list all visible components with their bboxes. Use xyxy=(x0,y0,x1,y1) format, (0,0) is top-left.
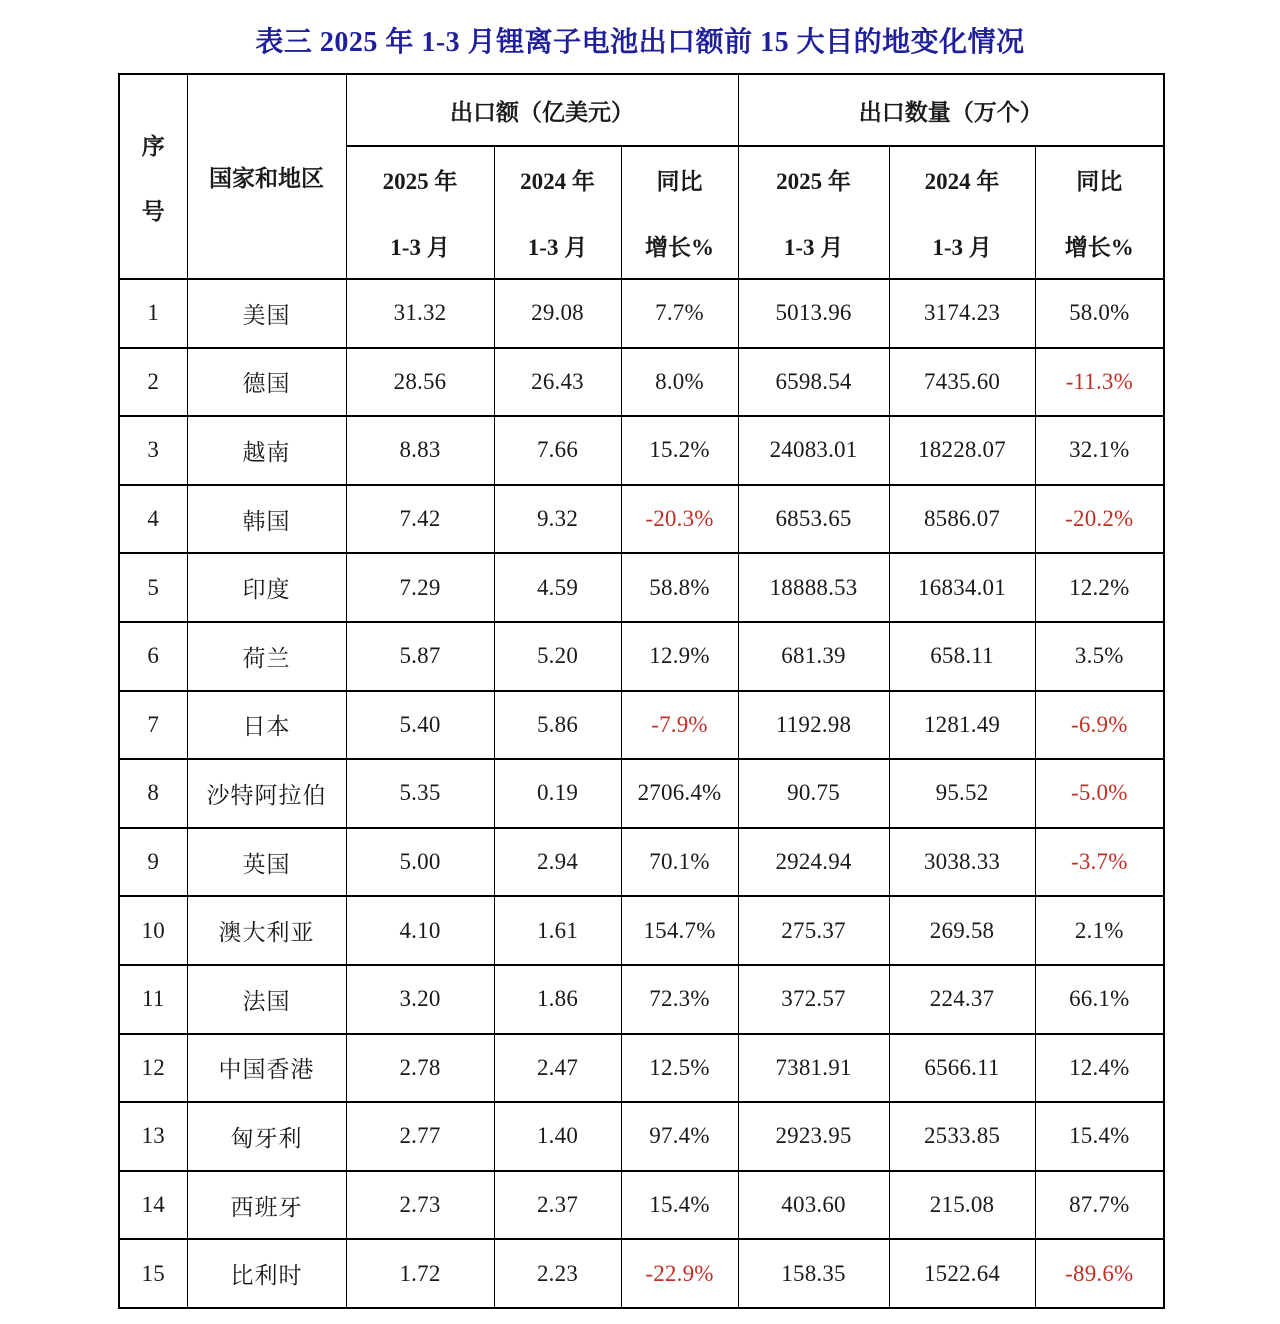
cell-seq: 8 xyxy=(119,759,187,828)
cell-seq: 2 xyxy=(119,348,187,417)
cell-qty-yoy: -6.9% xyxy=(1035,691,1164,760)
cell-value-2025: 5.00 xyxy=(346,828,494,897)
cell-seq: 10 xyxy=(119,896,187,965)
cell-qty-2025: 7381.91 xyxy=(738,1034,889,1103)
cell-qty-2024: 18228.07 xyxy=(889,416,1035,485)
header-value-yoy-line2: 增长% xyxy=(645,234,715,260)
cell-seq: 14 xyxy=(119,1171,187,1240)
cell-qty-yoy: -89.6% xyxy=(1035,1239,1164,1308)
header-value-2024 xyxy=(494,146,621,279)
cell-value-2025: 2.78 xyxy=(346,1034,494,1103)
cell-country: 越南 xyxy=(187,416,346,485)
table-row xyxy=(119,348,1164,417)
cell-seq: 15 xyxy=(119,1239,187,1308)
cell-country: 美国 xyxy=(187,279,346,348)
cell-qty-2024: 658.11 xyxy=(889,622,1035,691)
cell-seq: 3 xyxy=(119,416,187,485)
header-qty-yoy-line1: 同比 xyxy=(1076,169,1123,195)
cell-qty-2024: 224.37 xyxy=(889,965,1035,1034)
cell-value-2024: 2.94 xyxy=(494,828,621,897)
cell-qty-yoy: 12.2% xyxy=(1035,553,1164,622)
header-value-yoy xyxy=(621,146,738,279)
header-seq xyxy=(119,74,187,279)
table-body xyxy=(119,279,1164,1308)
cell-qty-2025: 6598.54 xyxy=(738,348,889,417)
cell-value-yoy: 2706.4% xyxy=(621,759,738,828)
cell-qty-2024: 215.08 xyxy=(889,1171,1035,1240)
cell-value-2025: 28.56 xyxy=(346,348,494,417)
cell-value-2024: 2.37 xyxy=(494,1171,621,1240)
cell-qty-2025: 158.35 xyxy=(738,1239,889,1308)
cell-value-2025: 7.29 xyxy=(346,553,494,622)
header-qty-2024 xyxy=(889,146,1035,279)
header-qty-2024-months: 1-3 月 xyxy=(932,234,992,260)
header-group-export-value: 出口额（亿美元） xyxy=(346,74,738,146)
cell-value-yoy: 8.0% xyxy=(621,348,738,417)
cell-value-2024: 1.40 xyxy=(494,1102,621,1171)
cell-value-yoy: 7.7% xyxy=(621,279,738,348)
header-qty-2025-months: 1-3 月 xyxy=(783,234,844,260)
header-qty-2025-year: 2025 年 xyxy=(776,169,851,195)
header-qty-2024-year: 2024 年 xyxy=(924,169,1000,195)
table-row xyxy=(119,279,1164,348)
cell-qty-yoy: -5.0% xyxy=(1035,759,1164,828)
header-value-2024-year: 2024 年 xyxy=(520,169,595,195)
cell-qty-yoy: 32.1% xyxy=(1035,416,1164,485)
cell-qty-yoy: 87.7% xyxy=(1035,1171,1164,1240)
cell-qty-2024: 7435.60 xyxy=(889,348,1035,417)
cell-qty-2025: 372.57 xyxy=(738,965,889,1034)
cell-qty-2024: 3038.33 xyxy=(889,828,1035,897)
cell-country: 英国 xyxy=(187,828,346,897)
header-value-2024-months: 1-3 月 xyxy=(527,234,588,260)
cell-seq: 1 xyxy=(119,279,187,348)
cell-qty-2024: 3174.23 xyxy=(889,279,1035,348)
header-qty-2025 xyxy=(738,146,889,279)
cell-qty-2025: 403.60 xyxy=(738,1171,889,1240)
table-row xyxy=(119,485,1164,554)
cell-value-2025: 5.35 xyxy=(346,759,494,828)
cell-value-yoy: 72.3% xyxy=(621,965,738,1034)
cell-qty-yoy: -20.2% xyxy=(1035,485,1164,554)
cell-country: 西班牙 xyxy=(187,1171,346,1240)
cell-qty-yoy: -3.7% xyxy=(1035,828,1164,897)
cell-value-2024: 2.23 xyxy=(494,1239,621,1308)
cell-country: 德国 xyxy=(187,348,346,417)
header-value-2025-year: 2025 年 xyxy=(382,169,458,195)
table-row xyxy=(119,691,1164,760)
cell-value-2024: 5.86 xyxy=(494,691,621,760)
header-seq-line1: 序 xyxy=(141,133,165,159)
cell-value-2025: 5.40 xyxy=(346,691,494,760)
cell-value-2025: 31.32 xyxy=(346,279,494,348)
cell-value-2024: 26.43 xyxy=(494,348,621,417)
header-qty-yoy xyxy=(1035,146,1164,279)
cell-value-2024: 9.32 xyxy=(494,485,621,554)
cell-value-2025: 2.77 xyxy=(346,1102,494,1171)
table-row xyxy=(119,965,1164,1034)
table-row xyxy=(119,1239,1164,1308)
table-row xyxy=(119,416,1164,485)
header-group-row xyxy=(119,74,1164,146)
cell-country: 印度 xyxy=(187,553,346,622)
cell-qty-2024: 95.52 xyxy=(889,759,1035,828)
cell-seq: 7 xyxy=(119,691,187,760)
cell-value-2025: 1.72 xyxy=(346,1239,494,1308)
cell-value-2025: 2.73 xyxy=(346,1171,494,1240)
cell-value-yoy: 12.9% xyxy=(621,622,738,691)
cell-qty-yoy: -11.3% xyxy=(1035,348,1164,417)
cell-value-2024: 5.20 xyxy=(494,622,621,691)
table-header xyxy=(119,74,1164,279)
cell-country: 匈牙利 xyxy=(187,1102,346,1171)
cell-qty-2024: 2533.85 xyxy=(889,1102,1035,1171)
cell-country: 荷兰 xyxy=(187,622,346,691)
table-row xyxy=(119,1171,1164,1240)
cell-qty-2025: 2924.94 xyxy=(738,828,889,897)
header-seq-line2: 号 xyxy=(141,198,165,224)
cell-qty-2024: 1281.49 xyxy=(889,691,1035,760)
cell-value-2024: 1.86 xyxy=(494,965,621,1034)
cell-value-2025: 8.83 xyxy=(346,416,494,485)
header-value-yoy-line1: 同比 xyxy=(656,169,703,195)
cell-qty-yoy: 15.4% xyxy=(1035,1102,1164,1171)
cell-qty-2024: 8586.07 xyxy=(889,485,1035,554)
cell-qty-2025: 2923.95 xyxy=(738,1102,889,1171)
cell-seq: 13 xyxy=(119,1102,187,1171)
export-destinations-table xyxy=(118,73,1165,1309)
cell-value-yoy: 15.4% xyxy=(621,1171,738,1240)
cell-value-yoy: 58.8% xyxy=(621,553,738,622)
cell-country: 中国香港 xyxy=(187,1034,346,1103)
table-row xyxy=(119,622,1164,691)
cell-seq: 11 xyxy=(119,965,187,1034)
cell-qty-yoy: 2.1% xyxy=(1035,896,1164,965)
table-row xyxy=(119,828,1164,897)
cell-value-2024: 2.47 xyxy=(494,1034,621,1103)
cell-qty-2025: 18888.53 xyxy=(738,553,889,622)
cell-qty-yoy: 3.5% xyxy=(1035,622,1164,691)
cell-qty-2025: 24083.01 xyxy=(738,416,889,485)
table-row xyxy=(119,1034,1164,1103)
header-qty-yoy-line2: 增长% xyxy=(1064,234,1134,260)
cell-seq: 6 xyxy=(119,622,187,691)
cell-qty-2025: 1192.98 xyxy=(738,691,889,760)
cell-value-yoy: 154.7% xyxy=(621,896,738,965)
cell-value-2025: 5.87 xyxy=(346,622,494,691)
cell-seq: 4 xyxy=(119,485,187,554)
cell-value-2024: 7.66 xyxy=(494,416,621,485)
cell-value-yoy: -7.9% xyxy=(621,691,738,760)
cell-country: 沙特阿拉伯 xyxy=(187,759,346,828)
cell-value-yoy: 97.4% xyxy=(621,1102,738,1171)
cell-qty-2025: 90.75 xyxy=(738,759,889,828)
header-value-2025-months: 1-3 月 xyxy=(390,234,450,260)
cell-country: 比利时 xyxy=(187,1239,346,1308)
cell-qty-2025: 5013.96 xyxy=(738,279,889,348)
cell-qty-2025: 6853.65 xyxy=(738,485,889,554)
table-row xyxy=(119,896,1164,965)
cell-country: 法国 xyxy=(187,965,346,1034)
cell-qty-2025: 275.37 xyxy=(738,896,889,965)
cell-qty-2024: 1522.64 xyxy=(889,1239,1035,1308)
cell-country: 澳大利亚 xyxy=(187,896,346,965)
cell-value-2024: 4.59 xyxy=(494,553,621,622)
table-row xyxy=(119,759,1164,828)
header-value-2025 xyxy=(346,146,494,279)
cell-value-2025: 4.10 xyxy=(346,896,494,965)
cell-value-2024: 0.19 xyxy=(494,759,621,828)
cell-qty-yoy: 66.1% xyxy=(1035,965,1164,1034)
cell-value-2025: 3.20 xyxy=(346,965,494,1034)
cell-qty-2024: 6566.11 xyxy=(889,1034,1035,1103)
cell-qty-2024: 16834.01 xyxy=(889,553,1035,622)
table-row xyxy=(119,553,1164,622)
table-title: 表三 2025 年 1-3 月锂离子电池出口额前 15 大目的地变化情况 xyxy=(255,27,1025,58)
table-row xyxy=(119,1102,1164,1171)
cell-qty-yoy: 12.4% xyxy=(1035,1034,1164,1103)
cell-seq: 9 xyxy=(119,828,187,897)
cell-seq: 12 xyxy=(119,1034,187,1103)
header-country: 国家和地区 xyxy=(187,74,346,279)
cell-country: 韩国 xyxy=(187,485,346,554)
cell-qty-yoy: 58.0% xyxy=(1035,279,1164,348)
cell-value-2024: 1.61 xyxy=(494,896,621,965)
cell-value-2025: 7.42 xyxy=(346,485,494,554)
cell-qty-2024: 269.58 xyxy=(889,896,1035,965)
cell-value-yoy: 70.1% xyxy=(621,828,738,897)
cell-qty-2025: 681.39 xyxy=(738,622,889,691)
cell-value-yoy: 15.2% xyxy=(621,416,738,485)
cell-value-yoy: -20.3% xyxy=(621,485,738,554)
cell-seq: 5 xyxy=(119,553,187,622)
cell-value-2024: 29.08 xyxy=(494,279,621,348)
cell-value-yoy: -22.9% xyxy=(621,1239,738,1308)
header-group-export-quantity: 出口数量（万个） xyxy=(738,74,1164,146)
cell-country: 日本 xyxy=(187,691,346,760)
cell-value-yoy: 12.5% xyxy=(621,1034,738,1103)
